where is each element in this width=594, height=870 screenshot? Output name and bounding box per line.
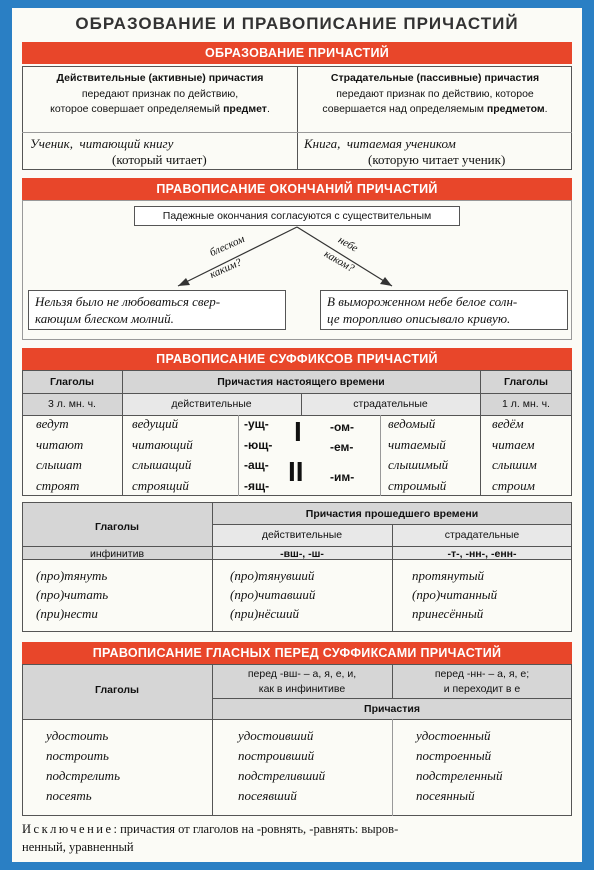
- past-passive-list: протянутый (про)читанный принесённый: [412, 568, 498, 621]
- passive-suffix-om: -ом-: [330, 420, 355, 434]
- section-vowels-header: ПРАВОПИСАНИЕ ГЛАСНЫХ ПЕРЕД СУФФИКСАМИ ПРИЧАСТИЙ: [22, 642, 572, 664]
- past-active-suffixes: -вш-, -ш-: [280, 548, 324, 560]
- section-formation-header: ОБРАЗОВАНИЕ ПРИЧАСТИЙ: [22, 42, 572, 64]
- past-sub-active: действительные: [261, 529, 343, 541]
- passive-desc-line1: передают признак по действию, которое: [336, 88, 534, 100]
- passive-suffix-im: -им-: [330, 470, 355, 484]
- passive-desc-line2: совершается над определяемым предметом.: [322, 103, 548, 115]
- arrow-left-question: каким?: [208, 256, 244, 281]
- rule-passive-line2: и переходит в е: [443, 683, 521, 695]
- exception-label: Исключение: [22, 822, 114, 836]
- vowels-passive-list: удостоенный построенный подстреленный посеянный: [416, 728, 503, 803]
- present-verbs-list: ведут читают слышат строят: [36, 416, 84, 493]
- active-example: Ученик, читающий книгу: [30, 136, 174, 151]
- section-endings-header: ПРАВОПИСАНИЕ ОКОНЧАНИЙ ПРИЧАСТИЙ: [22, 178, 572, 200]
- sub-active: действительные: [171, 398, 252, 410]
- sub-passive: страдательные: [353, 398, 428, 410]
- present-verbs-1l-list: ведём читаем слышим строим: [492, 416, 537, 493]
- past-verbs-list: (про)тянуть (про)читать (при)нести: [36, 568, 109, 621]
- arrow-right-word: небе: [336, 234, 360, 255]
- passive-example: Книга, читаемая учеником: [304, 136, 456, 151]
- endings-rule: Падежные окончания согласуются с существительным: [134, 206, 460, 226]
- col-verbs-past: Глаголы: [95, 521, 139, 533]
- past-active-list: (про)тянувший (про)читавший (при)нёсший: [230, 568, 316, 621]
- past-passive-suffixes: -т-, -нн-, -енн-: [447, 548, 517, 560]
- active-participle-heading: Действительные (активные) причастия: [56, 72, 264, 84]
- conjugation-one-mark: I: [294, 416, 302, 447]
- vowels-verbs-list: удостоить построить подстрелить посеять: [46, 728, 120, 803]
- exception-note: Исключение: причастия от глаголов на -ровнять, -равнять: выров- ненный, уравненный: [22, 822, 399, 854]
- active-desc-line2: которое совершает определяемый предмет.: [50, 103, 270, 115]
- conjugation-two-mark: II: [288, 456, 304, 487]
- sub-3l: 3 л. мн. ч.: [48, 398, 96, 410]
- endings-left-example: Нельзя было не любоваться свер- кающим блеском молний.: [28, 290, 286, 330]
- col-present-participles: Причастия настоящего времени: [217, 376, 385, 388]
- arrow-left-word: блеском: [208, 233, 247, 259]
- col-past-participles: Причастия прошедшего времени: [305, 508, 479, 520]
- active-desc-line1: передают признак по действию,: [81, 88, 239, 100]
- present-active-list: ведущий читающий слышащий строящий: [132, 416, 193, 493]
- rule-active-line1: перед -вш- – а, я, е, и,: [247, 668, 357, 680]
- sub-1l: 1 л. мн. ч.: [502, 398, 550, 410]
- past-sub-passive: страдательные: [444, 529, 520, 541]
- col-verbs-3l: Глаголы: [50, 376, 94, 388]
- col-verbs-1l: Глаголы: [504, 376, 548, 388]
- rule-passive-line1: перед -нн- – а, я, е;: [434, 668, 530, 680]
- endings-right-example: В вымороженном небе белое солн- це торопливо описывало кривую.: [320, 290, 568, 330]
- arrow-right-question: каком?: [322, 248, 357, 275]
- active-example-note: (который читает): [112, 152, 207, 167]
- col-participles-vowels: Причастия: [364, 703, 420, 715]
- section-suffixes-header: ПРАВОПИСАНИЕ СУФФИКСОВ ПРИЧАСТИЙ: [22, 348, 572, 370]
- passive-participle-heading: Страдательные (пассивные) причастия: [330, 72, 540, 84]
- present-active-suffixes: -ущ- -ющ- -ащ- -ящ-: [244, 417, 273, 493]
- col-verbs-vowels: Глаголы: [95, 684, 139, 696]
- passive-suffix-em: -ем-: [330, 440, 354, 454]
- infinitive-label: инфинитив: [89, 548, 145, 560]
- present-passive-list: ведомый читаемый слышимый строимый: [388, 416, 449, 493]
- rule-active-line2: как в инфинитиве: [258, 683, 346, 695]
- passive-example-note: (которую читает ученик): [368, 152, 506, 167]
- poster-card: [12, 8, 582, 862]
- vowels-active-list: удостоивший построивший подстреливший посеявший: [238, 728, 326, 803]
- page-title: ОБРАЗОВАНИЕ И ПРАВОПИСАНИЕ ПРИЧАСТИЙ: [75, 14, 519, 33]
